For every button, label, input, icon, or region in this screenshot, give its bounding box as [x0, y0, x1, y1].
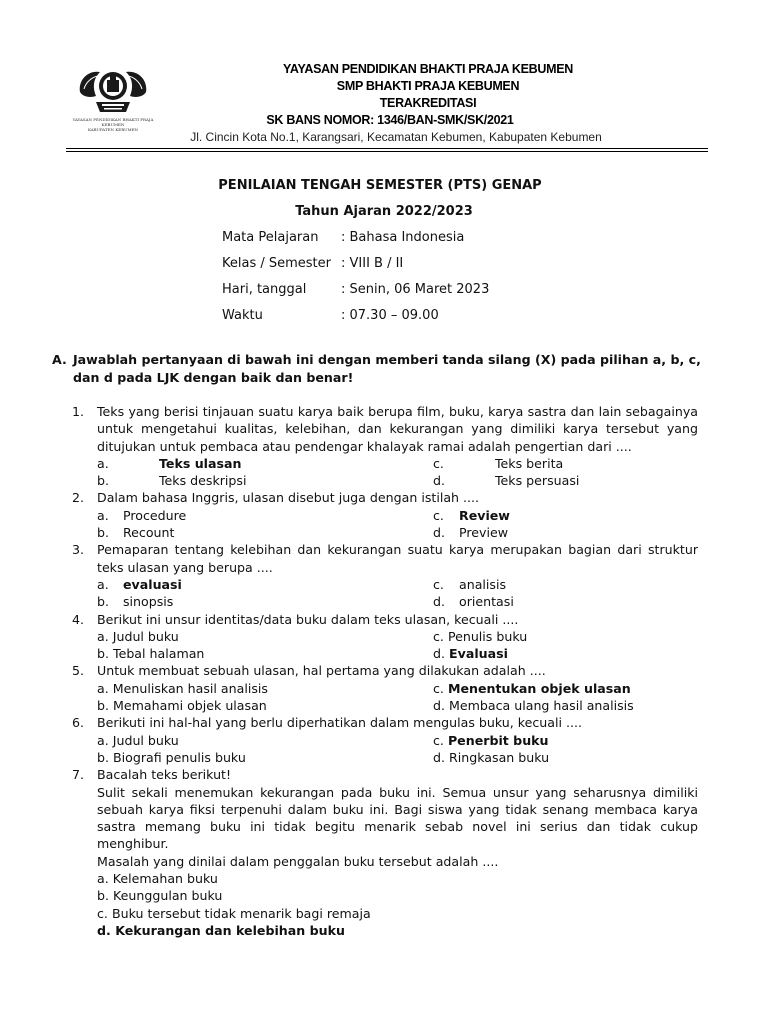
- meta-value: : 07.30 – 09.00: [341, 308, 439, 323]
- option-text: Buku tersebut tidak menarik bagi remaja: [111, 905, 371, 921]
- meta-key: Waktu: [222, 308, 263, 323]
- option-letter: a.: [97, 871, 109, 887]
- option-letter: a.: [97, 680, 109, 696]
- option-a[interactable]: [97, 870, 698, 887]
- option-letter: d.: [433, 698, 445, 714]
- option-grid: [97, 507, 698, 542]
- sk-number: SK BANS NOMOR: 1346/BAN-SMK/SK/2021: [266, 113, 514, 127]
- option-grid: [97, 680, 698, 715]
- option-c[interactable]: [433, 576, 698, 593]
- option-text: orientasi: [459, 594, 514, 610]
- option-d[interactable]: [433, 645, 698, 662]
- option-text: Memahami objek ulasan: [113, 698, 267, 714]
- option-text: Review: [459, 507, 510, 523]
- question-2: [72, 489, 698, 541]
- option-letter: c.: [433, 576, 444, 592]
- option-text: Teks persuasi: [495, 473, 580, 489]
- option-text: Teks deskripsi: [159, 473, 247, 489]
- meta-value: : VIII B / II: [341, 256, 404, 271]
- meta-time: [222, 308, 439, 323]
- question-7: [72, 766, 698, 939]
- option-text: Teks berita: [495, 455, 564, 471]
- question-text: Masalah yang dinilai dalam penggalan buku tersebut adalah ....: [97, 853, 499, 869]
- question-6: [72, 714, 698, 766]
- option-letter: d.: [433, 525, 445, 541]
- option-grid: [97, 732, 698, 767]
- instruction-text: Jawablah pertanyaan di bawah ini dengan memberi tanda silang (X) pada pilihan a, b, c, dan d pada LJK dengan baik dan benar!: [73, 352, 701, 385]
- option-d[interactable]: [433, 697, 698, 714]
- option-letter: c.: [433, 680, 444, 696]
- option-grid: [97, 628, 698, 663]
- option-text: Teks ulasan: [159, 455, 242, 471]
- option-a[interactable]: [97, 455, 433, 472]
- meta-key: Mata Pelajaran: [222, 230, 319, 245]
- option-a[interactable]: [97, 507, 433, 524]
- option-a[interactable]: [97, 732, 433, 749]
- option-text: Biografi penulis buku: [113, 749, 246, 765]
- option-text: analisis: [459, 576, 507, 592]
- option-d[interactable]: [433, 472, 698, 489]
- section-instruction: [52, 351, 702, 386]
- question-intro: Bacalah teks berikut!: [97, 767, 232, 783]
- school-address: Jl. Cincin Kota No.1, Karangsari, Kecamatan Kebumen, Kabupaten Kebumen: [190, 130, 602, 144]
- option-letter: d.: [433, 473, 445, 489]
- option-text: evaluasi: [123, 576, 182, 592]
- option-grid: [97, 455, 698, 490]
- option-text: Kelemahan buku: [112, 871, 218, 887]
- question-3: [72, 541, 698, 610]
- option-letter: b.: [97, 646, 109, 662]
- meta-value: : Senin, 06 Maret 2023: [341, 282, 490, 297]
- option-letter: c.: [97, 905, 108, 921]
- question-number: 5.: [72, 663, 85, 679]
- option-c[interactable]: [433, 507, 698, 524]
- option-c[interactable]: [433, 628, 698, 645]
- option-d[interactable]: [433, 524, 698, 541]
- meta-key: Hari, tanggal: [222, 282, 307, 297]
- option-text: Recount: [123, 525, 175, 541]
- exam-title: PENILAIAN TENGAH SEMESTER (PTS) GENAP: [218, 178, 542, 193]
- option-b[interactable]: [97, 887, 698, 904]
- question-text: Dalam bahasa Inggris, ulasan disebut juga dengan istilah ....: [97, 490, 480, 506]
- logo-caption-line: KABUPATEN KEBUMEN: [87, 127, 139, 132]
- option-letter: c.: [433, 507, 444, 523]
- option-letter: d.: [433, 646, 445, 662]
- option-letter: d.: [433, 594, 445, 610]
- option-a[interactable]: [97, 680, 433, 697]
- question-number: 3.: [72, 542, 85, 558]
- option-letter: c.: [433, 455, 444, 471]
- reading-passage: Sulit sekali menemukan kekurangan pada buku ini. Semua unsur yang seharusnya dimiliki sebuah karya fiksi terpenuhi dalam buku ini. Bagi siswa yang tidak senang membaca karya sastra memang buku ini tidak begitu menarik sebab novel ini serius dan tidak cukup menghibur.: [97, 784, 698, 852]
- option-letter: c.: [433, 732, 444, 748]
- question-5: [72, 662, 698, 714]
- option-b[interactable]: [97, 749, 433, 766]
- option-text: sinopsis: [123, 594, 174, 610]
- option-letter: b.: [97, 888, 109, 904]
- meta-key: Kelas / Semester: [222, 256, 331, 271]
- option-letter: a.: [97, 576, 109, 592]
- option-text: Menuliskan hasil analisis: [112, 680, 268, 696]
- option-grid: [97, 576, 698, 611]
- academic-year: Tahun Ajaran 2022/2023: [295, 204, 473, 219]
- option-text: Tebal halaman: [113, 646, 205, 662]
- question-text: Untuk membuat sebuah ulasan, hal pertama yang dilakukan adalah ....: [97, 663, 546, 679]
- question-number: 7.: [72, 767, 85, 783]
- option-text: Judul buku: [112, 628, 179, 644]
- option-text: Menentukan objek ulasan: [447, 680, 631, 696]
- option-letter: a.: [97, 628, 109, 644]
- question-number: 2.: [72, 490, 85, 506]
- meta-value: : Bahasa Indonesia: [341, 230, 465, 245]
- option-text: Judul buku: [112, 732, 179, 748]
- question-number: 6.: [72, 715, 85, 731]
- option-b[interactable]: [97, 645, 433, 662]
- meta-subject: [222, 230, 464, 245]
- option-text: Penerbit buku: [447, 732, 549, 748]
- meta-date: [222, 282, 489, 297]
- logo-caption-line: KEBUMEN: [101, 122, 125, 127]
- option-letter: a.: [97, 507, 109, 523]
- option-b[interactable]: [97, 697, 433, 714]
- option-a[interactable]: [97, 576, 433, 593]
- option-c[interactable]: [433, 455, 698, 472]
- question-text: Teks yang berisi tinjauan suatu karya baik berupa film, buku, karya sastra dan lain sebagainya untuk mengetahui kualitas, kelebihan, dan kekurangan yang dimiliki karya tersebut yang ditujukan untuk pembaca atau pendengar khalayak ramai adalah pengertian dari ....: [97, 404, 698, 454]
- section-label: A.: [52, 352, 67, 367]
- option-letter: b.: [97, 473, 109, 489]
- option-letter: b.: [97, 749, 109, 765]
- question-text: Berikuti ini hal-hal yang berlu diperhatikan dalam mengulas buku, kecuali ....: [97, 715, 583, 731]
- question-number: 1.: [72, 404, 85, 419]
- option-d[interactable]: [97, 922, 698, 939]
- option-letter: d.: [433, 749, 445, 765]
- foundation-name: YAYASAN PENDIDIKAN BHAKTI PRAJA KEBUMEN: [283, 62, 573, 76]
- option-d[interactable]: [433, 749, 698, 766]
- option-text: Evaluasi: [449, 646, 508, 662]
- option-b[interactable]: [97, 593, 433, 610]
- option-letter: a.: [97, 732, 109, 748]
- question-number: 4.: [72, 611, 85, 627]
- question-4: [72, 611, 698, 663]
- accreditation-status: TERAKREDITASI: [379, 96, 477, 110]
- option-letter: d.: [97, 922, 111, 938]
- option-text: Keunggulan buku: [113, 888, 223, 904]
- school-name: SMP BHAKTI PRAJA KEBUMEN: [336, 79, 520, 93]
- option-a[interactable]: [97, 628, 433, 645]
- question-list: [72, 403, 698, 939]
- option-text: Procedure: [123, 507, 187, 523]
- option-letter: b.: [97, 698, 109, 714]
- question-text: Berikut ini unsur identitas/data buku dalam teks ulasan, kecuali ....: [97, 611, 519, 627]
- header-divider-thin: [66, 151, 708, 152]
- question-text: Pemaparan tentang kelebihan dan kekurangan suatu karya merupakan bagian dari struktur teks ulasan yang berupa ....: [97, 542, 698, 575]
- option-c[interactable]: [433, 680, 698, 697]
- option-b[interactable]: [97, 524, 433, 541]
- question-1: [72, 403, 698, 489]
- option-text: Ringkasan buku: [449, 749, 550, 765]
- letterhead: [0, 0, 768, 152]
- option-d[interactable]: [433, 593, 698, 610]
- meta-class: [222, 256, 403, 271]
- option-letter: c.: [433, 628, 444, 644]
- option-text: Preview: [459, 525, 509, 541]
- option-b[interactable]: [97, 472, 433, 489]
- header-divider: [66, 148, 708, 149]
- option-letter: a.: [97, 455, 109, 471]
- option-text: Penulis buku: [447, 628, 528, 644]
- option-c[interactable]: [433, 732, 698, 749]
- logo-caption-line: YAYASAN PENDIDIKAN BHAKTI PRAJA: [72, 117, 154, 122]
- option-text: Membaca ulang hasil analisis: [449, 698, 634, 714]
- option-text: Kekurangan dan kelebihan buku: [115, 922, 345, 938]
- option-c[interactable]: [97, 905, 698, 922]
- option-letter: b.: [97, 594, 109, 610]
- option-letter: b.: [97, 525, 109, 541]
